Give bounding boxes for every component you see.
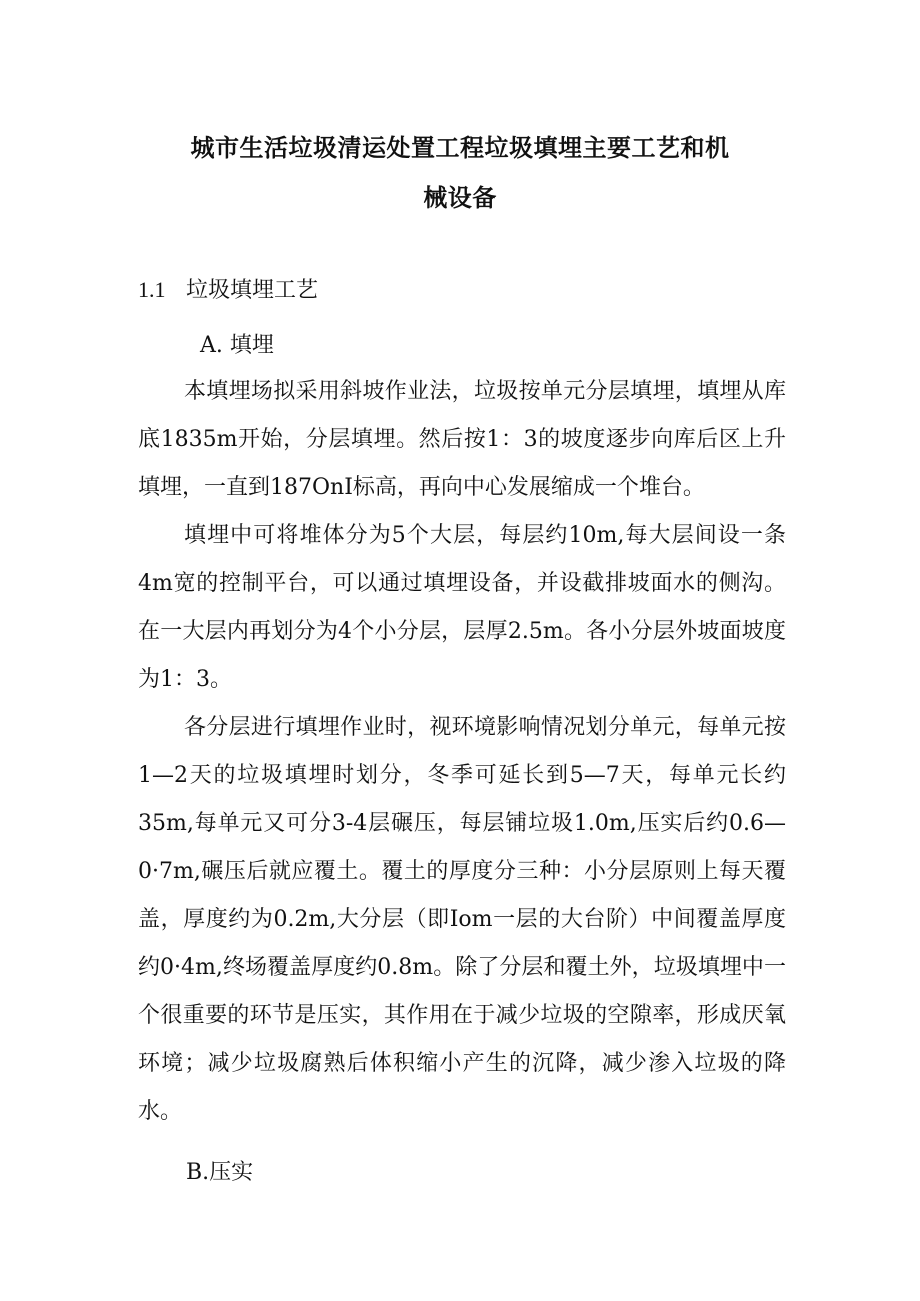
subsection-heading-b: B.压实	[186, 1160, 254, 1185]
document-title-line-2: 械设备	[423, 184, 497, 212]
document-title-line-1: 城市生活垃圾清运处置工程垃圾填埋主要工艺和机	[190, 134, 730, 162]
section-title: 垃圾填埋工艺	[186, 278, 319, 303]
section-heading	[138, 273, 318, 304]
paragraph-1: 本填埋场拟采用斜坡作业法，垃圾按单元分层填埋，填埋从库底1835m开始，分层填埋。然后按1：3的坡度逐步向库后区上升填埋，一直到187OnI标高，再向中心发展缩成一个堆台。	[138, 379, 786, 500]
subsection-heading-a: A. 填埋	[200, 333, 274, 358]
paragraph-2: 填埋中可将堆体分为5个大层，每层约10m,每大层间设一条4m宽的控制平台，可以通过填埋设备，并设截排坡面水的侧沟。在一大层内再划分为4个小分层，层厚2.5m。各小分层外坡面坡度为1：3。	[138, 523, 786, 692]
paragraph-3: 各分层进行填埋作业时，视环境影响情况划分单元，每单元按1—2天的垃圾填埋时划分，冬季可延长到5—7天，每单元长约35m,每单元又可分3-4层碾压，每层铺垃圾1.0m,压实后约0.6—0·7m,碾压后就应覆土。覆土的厚度分三种：小分层原则上每天覆盖，厚度约为0.2m,大分层（即Iom一层的大台阶）中间覆盖厚度约0·4m,终场覆盖厚度约0.8m。除了分层和覆土外，垃圾填埋中一个很重要的环节是压实，其作用在于减少垃圾的空隙率，形成厌氧环境；减少垃圾腐熟后体积缩小产生的沉降，减少渗入垃圾的降水。	[138, 715, 786, 1124]
section-number: 1.1	[138, 277, 166, 302]
